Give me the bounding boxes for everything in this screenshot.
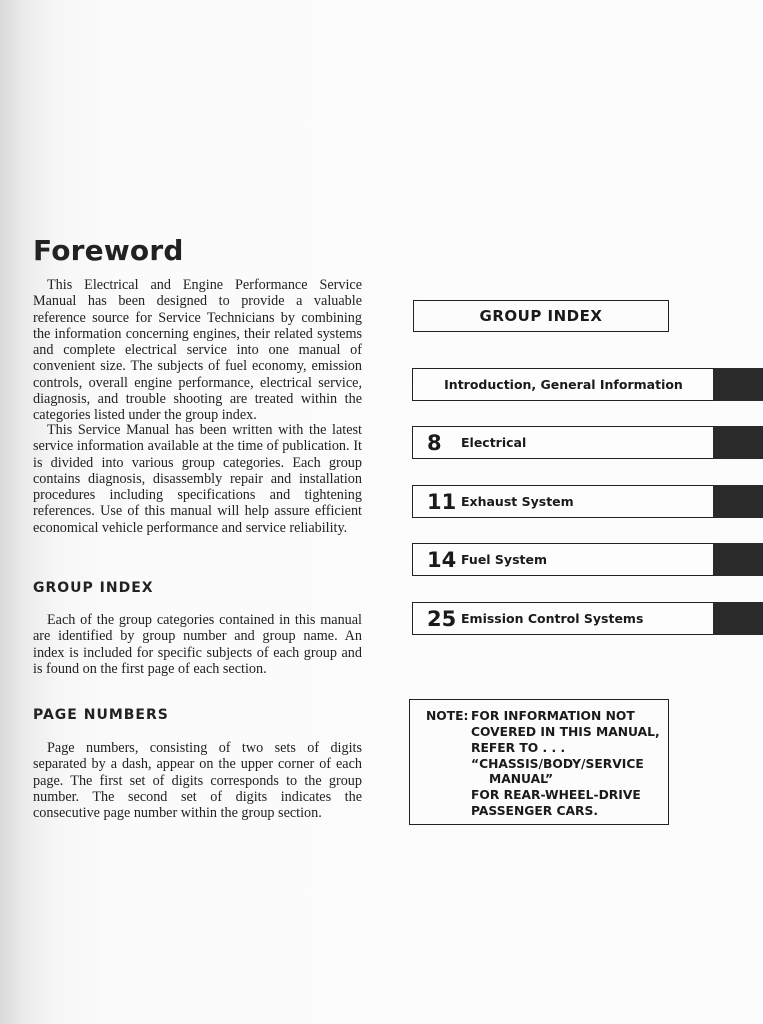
index-item-introduction[interactable] [412,368,763,401]
foreword-paragraph-2: This Service Manual has been written with the latest service information available at the time of publication. It is divided into various group categories. Each group contains diagnosis, disassembly repair and installation procedures including specifications and tightening references. Use of this manual will help assure efficient economical vehicle performance and service reliability. [33,422,362,536]
index-item-label: Exhaust System [461,494,574,509]
foreword-title: Foreword [33,234,184,267]
group-index-text: Each of the group categories contained in this manual are identified by group number and group name. An index is included for specific subjects of each group and is found on the first page of each section. [33,612,362,677]
note-box [409,699,669,825]
note-line-4: “CHASSIS/BODY/SERVICE [471,757,644,771]
note-line-7: PASSENGER CARS. [471,804,599,818]
index-item-electrical[interactable] [412,426,763,459]
index-item-number: 25 [427,606,457,631]
group-index-header-box [413,300,669,332]
note-line-2: COVERED IN THIS MANUAL, [471,725,660,739]
section-tab-marker [713,485,763,518]
index-item-label: Emission Control Systems [461,611,644,626]
index-item-number: 14 [427,547,457,572]
index-item-number: 8 [427,430,442,455]
page-numbers-text: Page numbers, consisting of two sets of digits separated by a dash, appear on the upper corner of each page. The first set of digits corresponds to the group number. The second set of digits indicates the consecutive page number within the group section. [33,740,362,822]
group-index-heading: GROUP INDEX [33,580,154,596]
note-line-5: MANUAL” [489,772,554,786]
section-tab-marker [713,368,763,401]
index-item-exhaust-system[interactable] [412,485,763,518]
note-lead: NOTE: [426,709,469,723]
note-line-3: REFER TO . . . [471,741,566,755]
page-numbers-heading: PAGE NUMBERS [33,707,169,723]
index-item-fuel-system[interactable] [412,543,763,576]
note-line-6: FOR REAR-WHEEL-DRIVE [471,788,641,802]
index-item-label: Fuel System [461,552,547,567]
section-tab-marker [713,426,763,459]
section-tab-marker [713,602,763,635]
group-index-header-label: GROUP INDEX [479,307,603,325]
section-tab-marker [713,543,763,576]
foreword-paragraph-1: This Electrical and Engine Performance Service Manual has been designed to provide a valuable reference source for Service Technicians by combining the information concerning engines, their related systems and complete electrical service into one manual of convenient size. The subjects of fuel economy, emission controls, overall engine performance, electrical service, diagnosis, and trouble shooting are treated within the categories listed under the group index. [33,277,362,424]
index-item-label: Electrical [461,435,527,450]
index-item-number: 11 [427,489,457,514]
note-line-1: FOR INFORMATION NOT [471,709,635,723]
index-item-label: Introduction, General Information [444,377,683,392]
index-item-emission-control-systems[interactable] [412,602,763,635]
